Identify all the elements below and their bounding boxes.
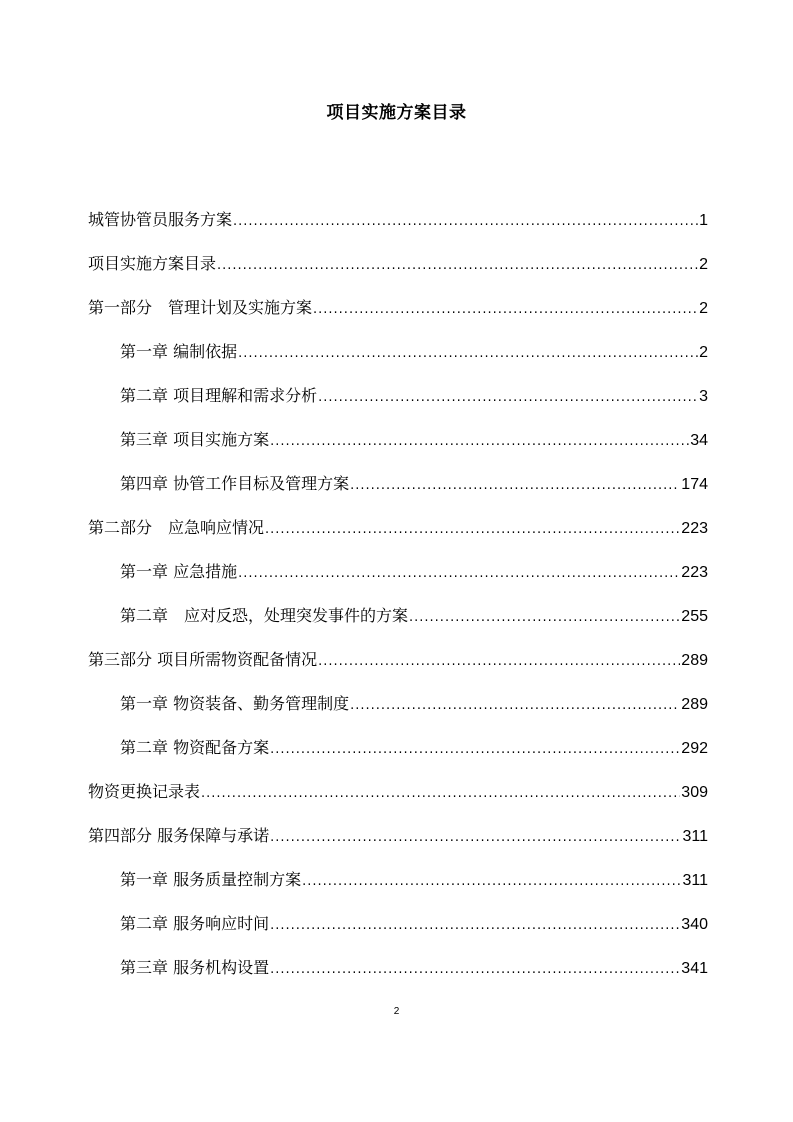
toc-entry-page: 311 bbox=[682, 828, 708, 845]
toc-entry-page: 34 bbox=[690, 432, 708, 449]
toc-entry[interactable] bbox=[88, 558, 708, 602]
toc-entry[interactable] bbox=[88, 690, 708, 734]
toc-entry-page: 2 bbox=[699, 256, 708, 273]
toc-entry-label: 第一章 编制依据 bbox=[120, 342, 238, 361]
toc-entry-label: 第三章 服务机构设置 bbox=[120, 958, 270, 977]
dot-leader bbox=[350, 692, 680, 720]
dot-leader bbox=[233, 208, 698, 236]
dot-leader bbox=[201, 780, 680, 808]
toc-entry-page: 311 bbox=[682, 872, 708, 889]
toc-entry-page: 341 bbox=[681, 960, 708, 977]
toc-entry-label: 第四章 协管工作目标及管理方案 bbox=[120, 474, 350, 493]
toc-entry[interactable] bbox=[88, 426, 708, 470]
toc-entry-label: 物资更换记录表 bbox=[88, 782, 201, 801]
toc-entry-label: 第二部分 应急响应情况 bbox=[88, 518, 265, 537]
toc-entry[interactable] bbox=[88, 646, 708, 690]
toc-entry[interactable] bbox=[88, 778, 708, 822]
toc-entry-page: 3 bbox=[699, 388, 708, 405]
page-number: 2 bbox=[393, 1006, 400, 1017]
toc-entry-page: 2 bbox=[699, 344, 708, 361]
toc-entry[interactable] bbox=[88, 602, 708, 646]
toc-entry-page: 292 bbox=[681, 740, 708, 757]
toc-entry-page: 2 bbox=[699, 300, 708, 317]
toc-entry[interactable] bbox=[88, 866, 708, 910]
toc-entry[interactable] bbox=[88, 250, 708, 294]
dot-leader bbox=[238, 340, 698, 368]
toc-entry-label: 第二章 服务响应时间 bbox=[120, 914, 270, 933]
toc-entry-page: 340 bbox=[681, 916, 708, 933]
dot-leader bbox=[350, 472, 680, 500]
toc-entry[interactable] bbox=[88, 514, 708, 558]
toc-entry[interactable] bbox=[88, 294, 708, 338]
table-of-contents bbox=[88, 206, 708, 998]
toc-entry-label: 第一部分 管理计划及实施方案 bbox=[88, 298, 313, 317]
toc-entry[interactable] bbox=[88, 206, 708, 250]
dot-leader bbox=[265, 516, 680, 544]
toc-entry-page: 309 bbox=[681, 784, 708, 801]
dot-leader bbox=[270, 428, 689, 456]
toc-entry-label: 第一章 物资装备、勤务管理制度 bbox=[120, 694, 350, 713]
toc-entry-label: 第二章 项目理解和需求分析 bbox=[120, 386, 318, 405]
dot-leader bbox=[302, 868, 681, 896]
toc-entry-label: 第一章 服务质量控制方案 bbox=[120, 870, 302, 889]
toc-entry-label: 第三章 项目实施方案 bbox=[120, 430, 270, 449]
toc-entry[interactable] bbox=[88, 338, 708, 382]
toc-entry-page: 174 bbox=[681, 476, 708, 493]
toc-entry-page: 289 bbox=[681, 696, 708, 713]
toc-entry-label: 第一章 应急措施 bbox=[120, 562, 238, 581]
toc-entry-page: 255 bbox=[681, 608, 708, 625]
dot-leader bbox=[238, 560, 680, 588]
dot-leader bbox=[217, 252, 698, 280]
toc-entry-page: 1 bbox=[699, 212, 708, 229]
toc-entry[interactable] bbox=[88, 382, 708, 426]
page-title: 项目实施方案目录 bbox=[326, 103, 467, 123]
dot-leader bbox=[270, 736, 680, 764]
toc-entry-label: 项目实施方案目录 bbox=[88, 254, 217, 273]
toc-entry[interactable] bbox=[88, 822, 708, 866]
dot-leader bbox=[270, 824, 681, 852]
dot-leader bbox=[318, 384, 698, 412]
dot-leader bbox=[270, 956, 680, 984]
toc-entry[interactable] bbox=[88, 734, 708, 778]
toc-entry-label: 第三部分 项目所需物资配备情况 bbox=[88, 650, 318, 669]
toc-entry-label: 第二章 物资配备方案 bbox=[120, 738, 270, 757]
dot-leader bbox=[313, 296, 698, 324]
toc-entry-page: 223 bbox=[681, 564, 708, 581]
toc-entry-label: 城管协管员服务方案 bbox=[88, 210, 233, 229]
dot-leader bbox=[270, 912, 680, 940]
toc-entry[interactable] bbox=[88, 954, 708, 998]
toc-entry-page: 223 bbox=[681, 520, 708, 537]
toc-entry[interactable] bbox=[88, 470, 708, 514]
toc-entry-label: 第二章 应对反恐，处理突发事件的方案 bbox=[120, 606, 409, 625]
toc-entry-label: 第四部分 服务保障与承诺 bbox=[88, 826, 270, 845]
toc-entry[interactable] bbox=[88, 910, 708, 954]
dot-leader bbox=[318, 648, 680, 676]
dot-leader bbox=[409, 604, 680, 632]
toc-entry-page: 289 bbox=[681, 652, 708, 669]
